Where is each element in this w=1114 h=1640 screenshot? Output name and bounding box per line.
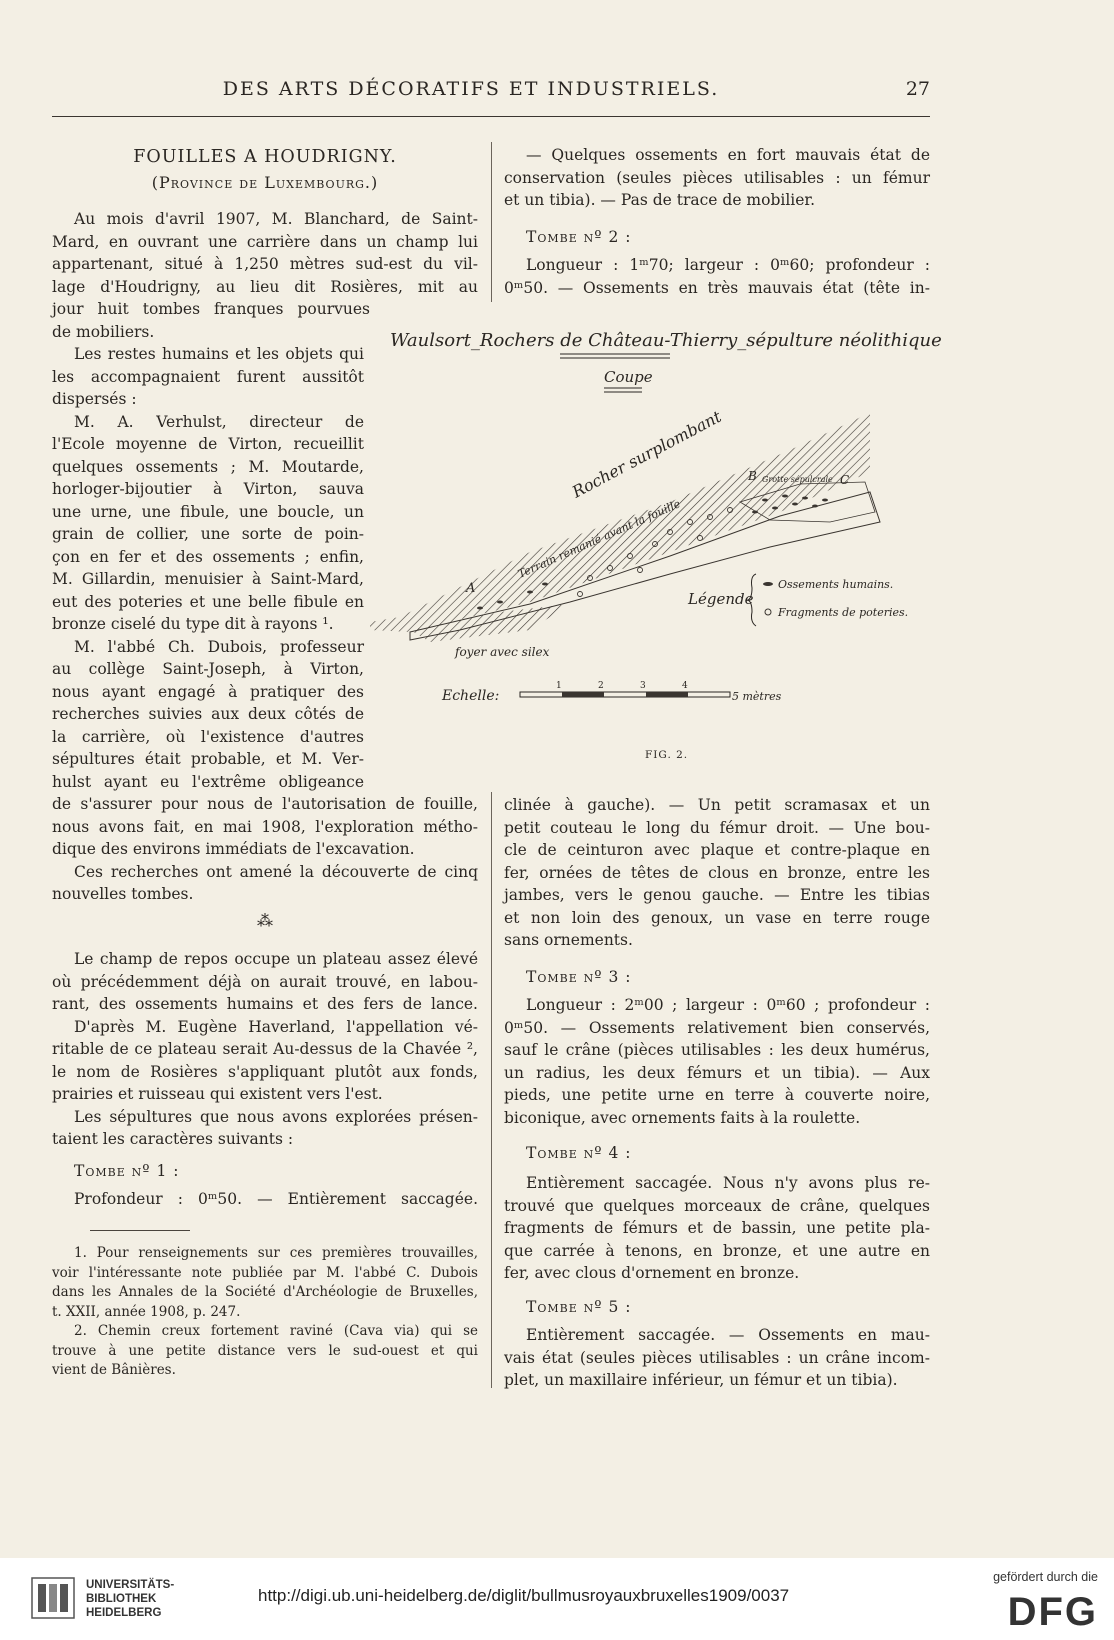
- library-name-line: BIBLIOTHEK: [86, 1593, 157, 1605]
- legend-item-bones: Ossements humains.: [778, 578, 894, 591]
- page-number: 27: [905, 78, 930, 100]
- tomb-4-text: [504, 1172, 930, 1285]
- library-name: [86, 1578, 174, 1620]
- label-burial-cave: Grotte sépulcrale: [762, 475, 833, 484]
- tomb-2-title: Tombe nº 2 :: [526, 228, 632, 246]
- text-line: et un tibia). — Pas de trace de mobilier.: [504, 191, 816, 209]
- text-line: au collège Saint-Joseph, à Virton,: [52, 660, 364, 678]
- text-line: grain de collier, une sorte de poin-: [52, 525, 364, 543]
- label-point-b: B: [748, 469, 757, 483]
- text-line: taient les caractères suivants :: [52, 1130, 294, 1148]
- text-line: Les restes humains et les objets qui: [74, 345, 364, 363]
- label-point-a: A: [466, 581, 476, 596]
- text-line: la carrière, où l'existence d'autres: [52, 727, 364, 746]
- legend-title: Légende: [688, 590, 754, 608]
- text-line: eut des poteries et une belle fibule en: [52, 592, 364, 611]
- scale-label: Echelle:: [442, 688, 500, 704]
- text-line: Ces recherches ont amené la découverte de cinq: [74, 862, 478, 881]
- label-disturbed-layer: Terrain remanié avant la fouille: [515, 497, 683, 581]
- text-line: Au mois d'avril 1907, M. Blanchard, de Saint-: [74, 210, 478, 228]
- text-line: sans ornements.: [504, 931, 633, 949]
- text-line: petit couteau le long du fémur droit. — Une bou-: [504, 818, 930, 837]
- text-line: M. Gillardin, menuisier à Saint-Mard,: [52, 570, 364, 588]
- tomb-1-text: Profondeur : 0ᵐ50. — Entièrement saccagée.: [74, 1190, 478, 1208]
- text-line: cle de ceinturon avec plaque et contre-plaque en: [504, 841, 930, 859]
- source-url-link[interactable]: http://digi.ub.uni-heidelberg.de/diglit/bullmusroyauxbruxelles1909/0037: [258, 1586, 790, 1605]
- library-name-line: UNIVERSITÄTS-: [86, 1579, 175, 1591]
- scale-tick: 4: [682, 681, 688, 691]
- text-line: conservation (seules pièces utilisables : un fémur: [504, 168, 930, 187]
- text-line: Entièrement saccagée. Nous n'y avons plus re-: [526, 1174, 930, 1192]
- text-line: sépultures était probable, et M. Ver-: [52, 750, 364, 768]
- label-point-c: C: [840, 473, 850, 487]
- tomb-5-text: [504, 1324, 930, 1392]
- column-rule-bottom: [491, 792, 492, 1388]
- text-line: ritable de ce plateau serait Au-dessus de la Chavée ²,: [52, 1040, 478, 1058]
- text-line: sauf le crâne (pièces utilisables : les deux humérus,: [504, 1041, 930, 1059]
- label-overhanging-rock: Rocher surplombant: [568, 406, 725, 502]
- text-line: Mard, en ouvrant une carrière dans un champ lui: [52, 232, 478, 251]
- text-line: 0ᵐ50. — Ossements en très mauvais état (tête in-: [504, 278, 930, 297]
- text-line: — Quelques ossements en fort mauvais état de: [526, 146, 930, 164]
- scale-tick-end: 5 mètres: [732, 690, 782, 703]
- text-line: un radius, les deux fémurs et un tibia). — Aux: [504, 1063, 930, 1082]
- footnote-line: voir l'intéressante note publiée par M. l'abbé C. Dubois: [52, 1264, 478, 1281]
- header-rule: [52, 116, 930, 117]
- section-ornament: ⁂: [257, 911, 273, 930]
- university-library-logo-icon: [30, 1576, 76, 1620]
- scale-segment: [562, 692, 604, 697]
- figure-subtitle: Coupe: [604, 368, 653, 386]
- text-line: trouvé que quelques morceaux de crâne, quelques: [504, 1196, 930, 1215]
- text-line: le nom de Rosières s'appliquant plutôt aux fonds,: [52, 1062, 478, 1081]
- footnote-line: trouve à une petite distance vers le sud-ouest et qui: [52, 1342, 478, 1359]
- text-line: où précédemment déjà on aurait trouvé, en labou-: [52, 972, 478, 991]
- scale-tick: 2: [598, 681, 604, 691]
- text-line: nous ayant engagé à pratiquer des: [52, 682, 364, 701]
- funded-by-caption: gefördert durch die: [993, 1570, 1098, 1584]
- text-line: M. A. Verhulst, directeur de: [74, 412, 364, 431]
- text-line: quelques ossements ; M. Moutarde,: [52, 457, 364, 476]
- scale-tick: 1: [556, 681, 562, 691]
- text-line: fer, avec clous d'ornement en bronze.: [504, 1264, 800, 1282]
- article-heading: FOUILLES A HOUDRIGNY.: [133, 147, 397, 167]
- text-line: de s'assurer pour nous de l'autorisation de fouille,: [52, 795, 478, 813]
- library-name-line: HEIDELBERG: [86, 1607, 162, 1619]
- text-line: Entièrement saccagée. — Ossements en mau-: [526, 1326, 930, 1344]
- text-line: nouvelles tombes.: [52, 885, 194, 903]
- text-line: vais état (seules pièces utilisables : un crâne incom-: [504, 1348, 930, 1367]
- text-line: les accompagnaient furent aussitôt: [52, 367, 364, 386]
- text-line: fragments de fémurs et de bassin, une petite pla-: [504, 1219, 930, 1237]
- text-line: dique des environs immédiats de l'excavation.: [52, 840, 415, 858]
- text-line: M. l'abbé Ch. Dubois, professeur: [74, 637, 364, 656]
- text-line: pieds, une petite urne en terre à couverte noire,: [504, 1086, 930, 1104]
- text-line: rant, des ossements humains et des fers de lance.: [52, 995, 478, 1013]
- text-line: appartenant, situé à 1,250 mètres sud-est du vil-: [52, 255, 478, 273]
- figure-cross-section: [370, 312, 960, 772]
- legend-bone-icon: [763, 582, 773, 586]
- text-line: bronze ciselé du type dit à rayons ¹.: [52, 615, 334, 633]
- tomb-5-title: Tombe nº 5 :: [526, 1298, 632, 1316]
- text-line: l'Ecole moyenne de Virton, recueillit: [52, 435, 364, 453]
- text-line: 0ᵐ50. — Ossements relativement bien conservés,: [504, 1018, 930, 1037]
- article-subheading: (Province de Luxembourg.): [151, 173, 379, 192]
- text-line: fer, ornées de têtes de clous en bronze, entre les: [504, 863, 930, 882]
- text-line: de mobiliers.: [52, 322, 155, 341]
- text-line: jour huit tombes franques pourvues: [52, 300, 370, 318]
- tomb-4-title: Tombe nº 4 :: [526, 1144, 632, 1162]
- figure-title: Waulsort_Rochers de Château-Thierry_sépulture néolithique: [390, 330, 942, 351]
- text-line: prairies et ruisseau qui existent vers l'est.: [52, 1085, 383, 1103]
- footnotes: [52, 1244, 478, 1381]
- running-head: [52, 78, 930, 108]
- tomb-1-title: Tombe nº 1 :: [74, 1162, 180, 1180]
- text-line: Longueur : 1ᵐ70; largeur : 0ᵐ60; profondeur :: [526, 256, 930, 274]
- text-line: Les sépultures que nous avons explorées présen-: [74, 1107, 478, 1126]
- text-line: plet, un maxillaire inférieur, un fémur et un tibia).: [504, 1371, 898, 1389]
- tomb-2-text-bottom: [504, 794, 930, 952]
- legend-item-pottery: Fragments de poteries.: [778, 606, 909, 619]
- text-line: Longueur : 2ᵐ00 ; largeur : 0ᵐ60 ; profondeur :: [526, 996, 930, 1014]
- footnote-line: vient de Bânières.: [52, 1362, 176, 1378]
- left-paragraphs-bottom: [52, 948, 478, 1151]
- tomb-3-title: Tombe nº 3 :: [526, 968, 632, 986]
- footnote-line: dans les Annales de la Société d'Archéologie de Bruxelles,: [52, 1284, 478, 1300]
- cross-section-drawing: [370, 312, 960, 772]
- figure-caption: FIG. 2.: [645, 749, 689, 761]
- footnote-line: 1. Pour renseignements sur ces premières trouvailles,: [74, 1245, 478, 1261]
- tomb-3-text: [504, 994, 930, 1129]
- text-line: dispersés :: [52, 390, 137, 408]
- label-hearth: foyer avec silex: [455, 645, 550, 659]
- tomb-2-text-top: [504, 254, 930, 299]
- running-title: DES ARTS DÉCORATIFS ET INDUSTRIELS.: [222, 78, 720, 100]
- text-line: çon en fer et des ossements ; enfin,: [52, 547, 364, 566]
- scale-tick: 3: [640, 681, 646, 691]
- text-line: Le champ de repos occupe un plateau assez élevé: [74, 950, 478, 968]
- dfg-logo: DFG: [1007, 1590, 1098, 1634]
- footnote-rule: [90, 1230, 190, 1231]
- text-line: jambes, vers le genou gauche. — Entre les tibias: [504, 886, 930, 904]
- scale-bar: [520, 692, 730, 697]
- viewer-footer: [0, 1558, 1114, 1640]
- text-line: et non loin des genoux, un vase en terre rouge: [504, 908, 930, 927]
- text-line: clinée à gauche). — Un petit scramasax et un: [504, 796, 930, 814]
- legend-pottery-icon: [765, 609, 771, 615]
- text-line: une urne, une fibule, une boucle, un: [52, 502, 364, 521]
- right-paragraphs-top: [504, 144, 930, 212]
- text-line: horloger-bijoutier à Virton, sauva: [52, 480, 364, 498]
- text-line: que carrée à tenons, en bronze, et une autre en: [504, 1241, 930, 1260]
- column-rule-top: [491, 142, 492, 302]
- text-line: D'après M. Eugène Haverland, l'appellation vé-: [74, 1017, 478, 1036]
- footnote-line: 2. Chemin creux fortement raviné (Cava via) qui se: [74, 1323, 478, 1339]
- footnote-line: t. XXII, année 1908, p. 247.: [52, 1303, 241, 1320]
- text-line: biconique, avec ornements faits à la roulette.: [504, 1108, 861, 1127]
- text-line: lage d'Houdrigny, au lieu dit Rosières, mit au: [52, 277, 478, 296]
- scale-segment: [646, 692, 688, 697]
- text-line: hulst ayant eu l'extrême obligeance: [52, 772, 364, 791]
- text-line: nous avons fait, en mai 1908, l'exploration métho-: [52, 817, 478, 836]
- text-line: recherches suivies aux deux côtés de: [52, 705, 364, 723]
